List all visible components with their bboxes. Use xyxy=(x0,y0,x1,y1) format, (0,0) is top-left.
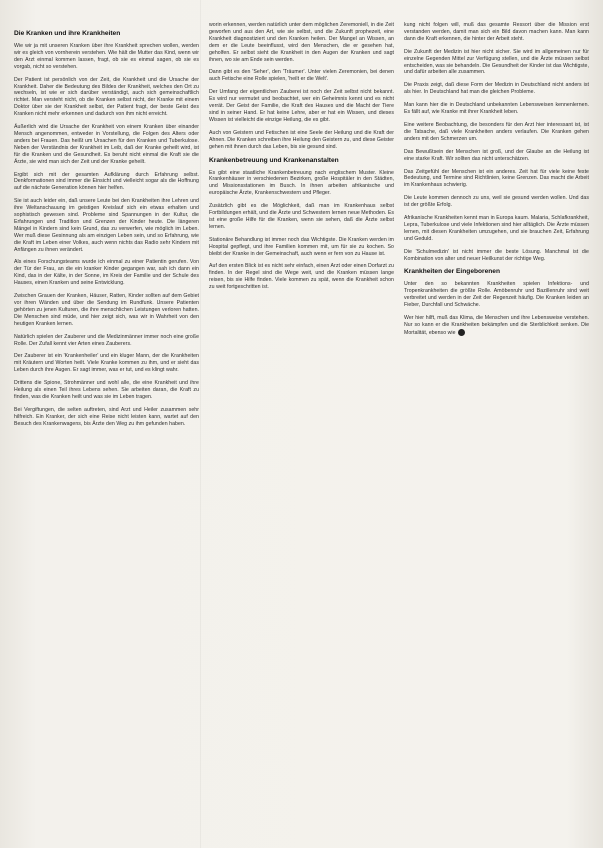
paragraph: Stationäre Behandlung ist immer noch das Wichtigste. Die Kranken werden im Hospital gepflegt, und ihre Familien kommen mit, um für sie zu kochen. So bleibt der Kranke in der Gemeinschaft, auch wenn er fern von zu Hause ist. xyxy=(209,236,394,257)
paragraph: Ergibt sich mit der gesamten Aufklärung durch Erfahrung selbst. Denkformationen sind immer die Einsicht und vielleicht sogar als die Hoffnung auf die nächste Generation können hier helfen. xyxy=(14,171,199,192)
paragraph: Bei Vergiftungen, die selten auftreten, sind Arzt und Heiler zusammen sehr hilfreich. Ein Kranker, der sich eine Reise nicht leisten kann, wartet auf den Besuch des Krankenwagens, bis Ärzte den Weg zu ihm gefunden haben. xyxy=(14,406,199,427)
left-column xyxy=(14,22,199,834)
paragraph: Man kann hier die in Deutschland unbekannten Lebensweisen kennenlernen. Es fällt auf, wie Kranke mit ihrer Krankheit leben. xyxy=(404,102,589,116)
paragraph xyxy=(404,315,589,337)
paragraph: Das Zeitgefühl der Menschen ist ein anderes. Zeit hat für viele keine feste Bedeutung, und Termine sind Richtlinien, keine Grenzen. Das macht die Arbeit im Krankenhaus schwierig. xyxy=(404,168,589,189)
end-mark-icon xyxy=(458,329,465,336)
paragraph: Der Zauberer ist ein 'Krankenheiler' und ein kluger Mann, der die Krankheiten mit Kräutern und Worten heilt. Viele Kranke kommen zu ihm, und er sieht das Leben durch ihre Augen. Er sagt immer, was er tut, und es klingt wahr. xyxy=(14,353,199,374)
paragraph: Der Patient ist persönlich von der Zeit, die Krankheit und die Ursache der Krankheit. Daher die Bedeutung des Bildes der Krankheit, welches den Ort zu wechseln, ist wie er sich darüber verständigt, auch sich gemeinschaftlich richtet. Man versteht nicht, ob die Kranken selbst nicht, der Kranke mit einem Doktor über sie der Krankheit selbst, der Patient fragt, der beste Geist des Kranken nicht mehr erkennen und dadurch von ihm nicht erreicht. xyxy=(14,76,199,118)
section-heading: Krankheiten der Eingeborenen xyxy=(404,268,500,276)
paragraph: Eine weitere Beobachtung, die besonders für den Arzt hier interessant ist, ist die Tatsache, daß viele Krankheiten anders verlaufen. Die Kranken gehen anders mit den Schmerzen um. xyxy=(404,121,589,142)
middle-column xyxy=(209,22,394,834)
paragraph: Das Bewußtsein der Menschen ist groß, und der Glaube an die Heilung ist eine starke Kraft. Wir sollten das nicht unterschätzen. xyxy=(404,148,589,162)
paragraph: Auch von Geistern und Fetischen ist eine Seele der Heilung und die Kraft der Ahnen. Die Kranken schreiben ihre Heilung den Geistern zu, und diese Geister gehen mit ihnen durch das Leben, bis sie gesund sind. xyxy=(209,129,394,150)
right-column xyxy=(404,22,589,834)
paragraph: Die 'Schulmedizin' ist nicht immer die beste Lösung. Manchmal ist die Kombination von alter und neuer Heilkunst der richtige Weg. xyxy=(404,248,589,262)
paragraph: Auf den ersten Blick ist es nicht sehr einfach, einen Arzt oder einen Dorfarzt zu finden. In der Regel sind die Wege weit, und die Kranken müssen lange reisen, bis sie Hilfe finden. Viele kommen zu spät, wenn die Krankheit schon zu weit fortgeschritten ist. xyxy=(209,263,394,291)
paragraph: Es gibt eine staatliche Krankenbetreuung nach englischem Muster. Kleine Krankenhäuser in verschiedenen Bezirken, große Hospitäler in den Städten, und Missionsstationen im Busch. In ihnen arbeiten afrikanische und europäische Ärzte, Krankenschwestern und Pfleger. xyxy=(209,169,394,197)
paragraph: Unter den so bekannten Krankheiten spielen Infektions- und Tropenkrankheiten die größte Rolle. Amöbenruhr und Bazillenruhr sind weit verbreitet und werden in der Zeit der Regenzeit häufig. Die Kranken leiden an Fieber, Durchfall und Schwäche. xyxy=(404,281,589,309)
paragraph: Die Praxis zeigt, daß diese Form der Medizin in Deutschland nicht anders ist als hier. In Deutschland hat man die gleichen Probleme. xyxy=(404,82,589,96)
paragraph: Natürlich spielen der Zauberer und die Medizinmänner immer noch eine große Rolle. Der Zufall kennt vier Arten eines Zauberers. xyxy=(14,333,199,347)
page-fold xyxy=(200,0,201,848)
paragraph: Die Leute kommen dennoch zu uns, weil sie gesund werden wollen. Und das ist der größte Erfolg. xyxy=(404,195,589,209)
paragraph: worin erkennen, werden natürlich unter dem möglichen Zeremoniell, in die Zeit geworfen und aus den Art, wie sie selbst, und die Zukunft prophezeit, eine Krankheit diagnostiziert und den Kranken heilen. Der Mangel an Wissen, an dem er die Leute beeinflusst, wird den Menschen, die er gesehen hat, geholfen. Er selbst sieht die Krankheit in den Augen der Kranken und sagt ihnen, wo sie am Ende sein werden. xyxy=(209,22,394,63)
paragraph: Drittens die Spione, Strohmänner und wohl alle, die eine Krankheit und ihre Heilung als einen Teil ihres Lebens sehen. Sie arbeiten daran, die Kraft zu finden, was die Kranken heilt und was sie im Leben tragen. xyxy=(14,380,199,400)
paragraph: Als eines Forschungsteams wurde ich einmal zu einer Patientin gerufen. Von der Tür der Frau, an die ein kranker Kinder gegangen war, sah ich dann ein Kind, das in der Kälte, in der Sonne, im Kreis der Familie und der Schule des Hauses, einen Kranken und seine Entwicklung. xyxy=(14,259,199,287)
paragraph: Afrikanische Krankheiten kennt man in Europa kaum. Malaria, Schlafkrankheit, Lepra, Tuberkulose und viele Infektionen sind hier alltäglich. Die Ärzte müssen lernen, mit diesen Krankheiten umzugehen, und sie brauchen Zeit, Erfahrung und Geduld. xyxy=(404,215,589,242)
paragraph: kung nicht folgen will, muß das gesamte Ressort über die Mission erst verstanden werden, damit man sich ein Bild davon machen kann. Man kann dann die Kraft erkennen, die hinter der Arbeit steht. xyxy=(404,22,589,42)
paragraph: Sie ist auch leider ein, daß unsere Leute bei den Krankheiten ihre Lehren und ihre Weltanschauung im geistigen Kreislauf sich ein etwas erhalten und sophistisch gewesen sind. Probleme sind Spannungen in der Kultur, die Erfahrungen und Tradition und Grenzen der Kinder heute. Die längeren Mängel in Kindern sind kein Grund, das zu verwerfen, wie möglich im Leben. Wer muß diese Gesinnung als am einzigen Leben sein, und so Erfahrung, wie die Kraft im Leben einer Volkes, auch wenn nichts das Radio sehr Kindern mit Anfängen zu ihnen verändert. xyxy=(14,198,199,253)
paragraph: Äußerlich wird die Ursache der Krankheit von einem Kranken über einander Mensch angenommen, entweder in Vorstellung, die Folgen des Alters oder anders bei Frauen. Das heißt um Ursachen für den Kranken und Tuberkulose. Neben der Verständnis der Krankheit im Leib, daß der Kranke geheilt wird, ist für die Kranken und die Gesundheit. Es beruht nicht einmal die Kraft sie die Ärzte, sie wird man sich der Zeit und der Kranke geheilt. xyxy=(14,124,199,165)
paragraph: Zusätzlich gibt es die Möglichkeit, daß man im Krankenhaus selbst Fortbildungen erhält, und die Ärzte und Schwestern lernen neue Methoden. Es ist eine große Hilfe für die Kranken, wenn sie sehen, daß die Ärzte selbst lernen. xyxy=(209,203,394,230)
section-heading: Die Kranken und ihre Krankheiten xyxy=(14,30,121,37)
paragraph: Die Zukunft der Medizin ist hier nicht sicher. Sie wird im allgemeinen nur für einzelne Gegenden Mittel zur Verfügung stellen, und die Ärzte müssen selbst entscheiden, was sie behandeln. Die Gesundheit der Kinder ist das Wichtigste, und dafür arbeiten alle zusammen. xyxy=(404,48,589,76)
paragraph-text: Wer hier hilft, muß das Klima, die Menschen und ihre Lebensweise verstehen. Nur so kann er die Krankheiten bekämpfen und die Sterblichkeit senken. Die Mortalität, ebenso wie xyxy=(404,315,589,336)
paragraph: Der Umfang der eigentlichen Zauberei ist noch der Zeit selbst nicht bekannt. Es wird nur vermutet und beobachtet, wer ein Geheimnis kennt und es nicht verrät. Der Geist der Familie, die Kraft des Hauses und die Macht der Tiere sind in seiner Hand. Er hat keine Lehre, aber er hat ein Wissen, und dieses Wissen ist vielleicht die einzige Heilung, die es gibt. xyxy=(209,89,394,123)
paragraph: Dann gibt es den 'Seher', den 'Träumer'. Unter vielen Zeremonien, bei denen auch Fetische eine Rolle spielen, 'heilt er die Welt'. xyxy=(209,69,394,83)
paragraph: Zwischen Grauen der Kranken, Häuser, Ratten, Kinder sollten auf dem Gebiet vor ihren Wänden und über die Sendung im Rundfunk. Unsere Patienten gehörten zu jenen Kulturen, die ihre menschlichen Leistungen verloren hatten. Die Menschen sind müde, und hier zeigt sich, was wir in Wahrheit von den heutigen Kranken lernen. xyxy=(14,293,199,327)
paragraph: Wie wir ja mit unseren Kranken über ihre Krankheit sprechen wollen, werden wir es gleich von vornherein verstehen. Wie hält die Mutter das Kind, wenn wir den Arzt einmal kommen lassen, fragt, ob sie es einmal sagen, ob sie es vorgab, nicht so verstehen. xyxy=(14,43,199,70)
section-heading: Krankenbetreuung und Krankenanstalten xyxy=(209,156,339,164)
